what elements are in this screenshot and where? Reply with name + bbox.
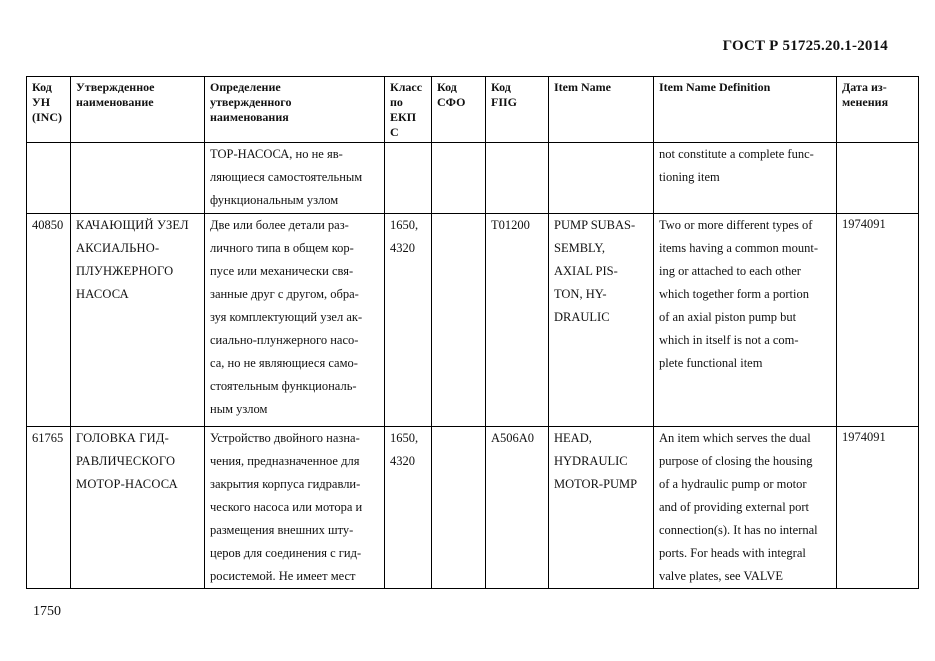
cell-item-definition: not constitute a complete func- tioning item (654, 143, 837, 214)
cell-sfo (432, 143, 486, 214)
col-header-fiig: Код FIIG (486, 77, 549, 143)
cell-code: 61765 (27, 427, 71, 589)
nomenclature-table (26, 76, 919, 589)
col-header-code: Код УН (INC) (27, 77, 71, 143)
cell-class: 1650, 4320 (385, 427, 432, 589)
cell-sfo (432, 427, 486, 589)
cell-name: КАЧАЮЩИЙ УЗЕЛ АКСИАЛЬНО- ПЛУНЖЕРНОГО НАСОСА (71, 214, 205, 427)
cell-code: 40850 (27, 214, 71, 427)
cell-date (837, 143, 919, 214)
col-header-sfo: Код СФО (432, 77, 486, 143)
cell-definition: Устройство двойного назна- чения, предназначенное для закрытия корпуса гидравли- ческого насоса или мотора и размещения внешних шту- церов для соединения с гид- росистемой. Не имеет мест (205, 427, 385, 589)
cell-class (385, 143, 432, 214)
cell-date: 1974091 (837, 214, 919, 427)
table-row (27, 214, 919, 427)
cell-name: ГОЛОВКА ГИД- РАВЛИЧЕСКОГО МОТОР-НАСОСА (71, 427, 205, 589)
col-header-class: Класс по ЕКП С (385, 77, 432, 143)
cell-item-name: PUMP SUBAS- SEMBLY, AXIAL PIS- TON, HY- DRAULIC (549, 214, 654, 427)
col-header-definition: Определение утвержденного наименования (205, 77, 385, 143)
col-header-item-name: Item Name (549, 77, 654, 143)
cell-definition: ТОР-НАСОСА, но не яв- ляющиеся самостоятельным функциональным узлом (205, 143, 385, 214)
table-row (27, 427, 919, 589)
table-header-row (27, 77, 919, 143)
cell-name (71, 143, 205, 214)
table-row (27, 143, 919, 214)
col-header-date: Дата из- менения (837, 77, 919, 143)
cell-fiig: A506A0 (486, 427, 549, 589)
cell-item-name (549, 143, 654, 214)
cell-code (27, 143, 71, 214)
page-number: 1750 (33, 604, 61, 619)
col-header-item-definition: Item Name Definition (654, 77, 837, 143)
cell-definition: Две или более детали раз- личного типа в общем кор- пусе или механически свя- занные друг с другом, обра- зуя комплектующий узел ак- сиально-плунжерного насо- са, но не являющиеся само- стоятельным функциональ- ным узлом (205, 214, 385, 427)
cell-item-definition: An item which serves the dual purpose of closing the housing of a hydraulic pump or motor and of providing external port connection(s). It has no internal ports. For heads with integral valve plates, see VALVE (654, 427, 837, 589)
cell-fiig (486, 143, 549, 214)
cell-item-name: HEAD, HYDRAULIC MOTOR-PUMP (549, 427, 654, 589)
cell-item-definition: Two or more different types of items having a common mount- ing or attached to each other which together form a portion of an axial piston pump but which in itself is not a com- plete functional item (654, 214, 837, 427)
cell-class: 1650, 4320 (385, 214, 432, 427)
standard-designation: ГОСТ Р 51725.20.1-2014 (722, 38, 888, 54)
cell-sfo (432, 214, 486, 427)
cell-date: 1974091 (837, 427, 919, 589)
cell-fiig: T01200 (486, 214, 549, 427)
col-header-name: Утвержденное наименование (71, 77, 205, 143)
